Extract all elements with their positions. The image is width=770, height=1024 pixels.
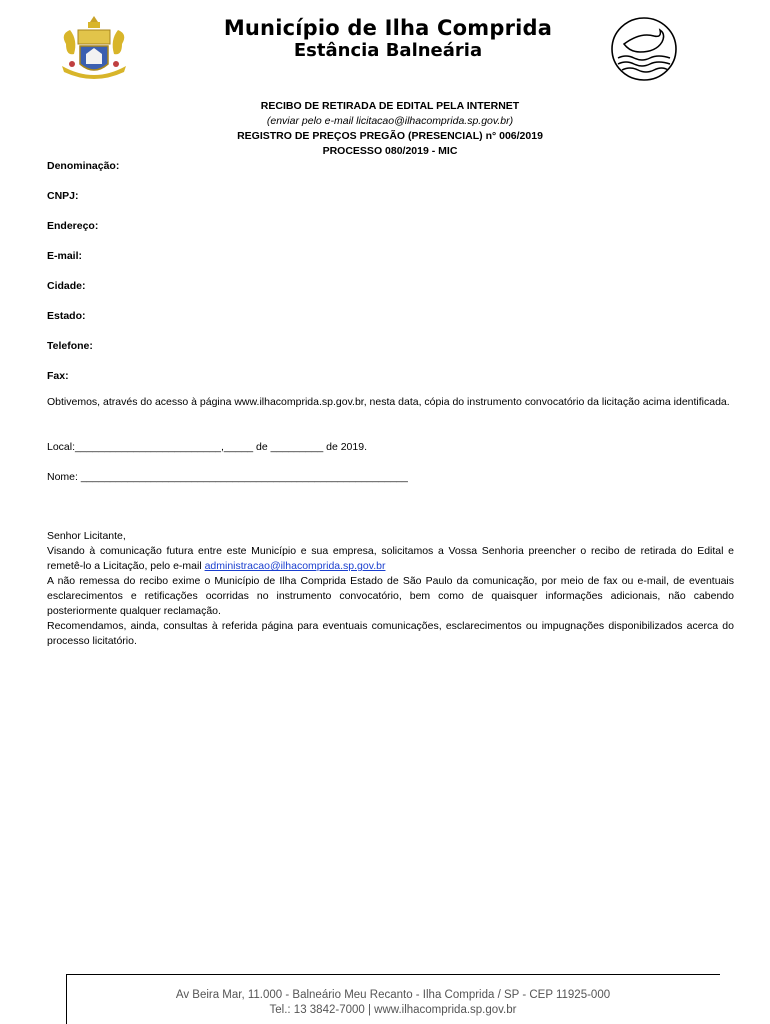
org-name: Município de Ilha Comprida <box>223 16 553 40</box>
field-cidade: Cidade: <box>47 280 86 292</box>
footer-divider <box>66 974 720 975</box>
doc-title: RECIBO DE RETIRADA DE EDITAL PELA INTERNET <box>260 100 520 112</box>
coat-of-arms-icon <box>56 14 132 82</box>
field-endereco: Endereço: <box>47 220 99 232</box>
notice-text-1: Visando à comunicação futura entre este Município e sua empresa, solicitamos a Vossa Senhoria preencher o recibo de retirada do Edital e remetê-lo a Licitação, pelo e-mail <box>47 545 734 572</box>
notice-paragraph-3: Recomendamos, ainda, consultas à referida página para eventuais comunicações, esclarecimentos ou impugnações disponibilizados acerca do processo licitatório. <box>47 620 734 647</box>
field-denominacao: Denominação: <box>47 160 120 172</box>
field-telefone: Telefone: <box>47 340 93 352</box>
bird-logo-icon <box>610 16 678 82</box>
field-cnpj: CNPJ: <box>47 190 79 202</box>
form-fields <box>47 157 119 397</box>
notice-block <box>47 529 734 649</box>
footer <box>66 988 720 1018</box>
footer-address: Av Beira Mar, 11.000 - Balneário Meu Recanto - Ilha Comprida / SP - CEP 11925-000 <box>175 989 611 1001</box>
obtivemos-paragraph: Obtivemos, através do acesso à página www.ilhacomprida.sp.gov.br, nesta data, cópia do instrumento convocatório da licitação acima identificada. <box>47 396 730 408</box>
notice-paragraph-2: A não remessa do recibo exime o Município de Ilha Comprida Estado de São Paulo da comunicação, por meio de fax ou e-mail, de eventuais esclarecimentos e retificações ocorridas no instrumento convocatório, bem como de quaisquer informações adicionais, não cabendo posteriormente qualquer reclamação. <box>47 575 734 617</box>
doc-email-note: (enviar pelo e-mail licitacao@ilhacomprida.sp.gov.br) <box>266 115 514 127</box>
field-email: E-mail: <box>47 250 83 262</box>
field-estado: Estado: <box>47 310 86 322</box>
nome-line: Nome: ________________________________________________________ <box>47 471 408 483</box>
org-subtitle: Estância Balneária <box>293 40 483 61</box>
email-link[interactable]: administracao@ilhacomprida.sp.gov.br <box>204 560 386 572</box>
doc-processo: PROCESSO 080/2019 - MIC <box>322 145 458 157</box>
footer-contact: Tel.: 13 3842-7000 | www.ilhacomprida.sp.gov.br <box>269 1004 517 1016</box>
doc-registro: REGISTRO DE PREÇOS PREGÃO (PRESENCIAL) n° 006/2019 <box>237 130 543 142</box>
letterhead <box>0 0 770 95</box>
local-line: Local:_________________________,_____ de _________ de 2019. <box>47 441 367 453</box>
document-titles <box>0 99 770 159</box>
salutation: Senhor Licitante, <box>47 530 126 542</box>
notice-paragraph-1 <box>47 544 734 574</box>
field-fax: Fax: <box>47 370 69 382</box>
